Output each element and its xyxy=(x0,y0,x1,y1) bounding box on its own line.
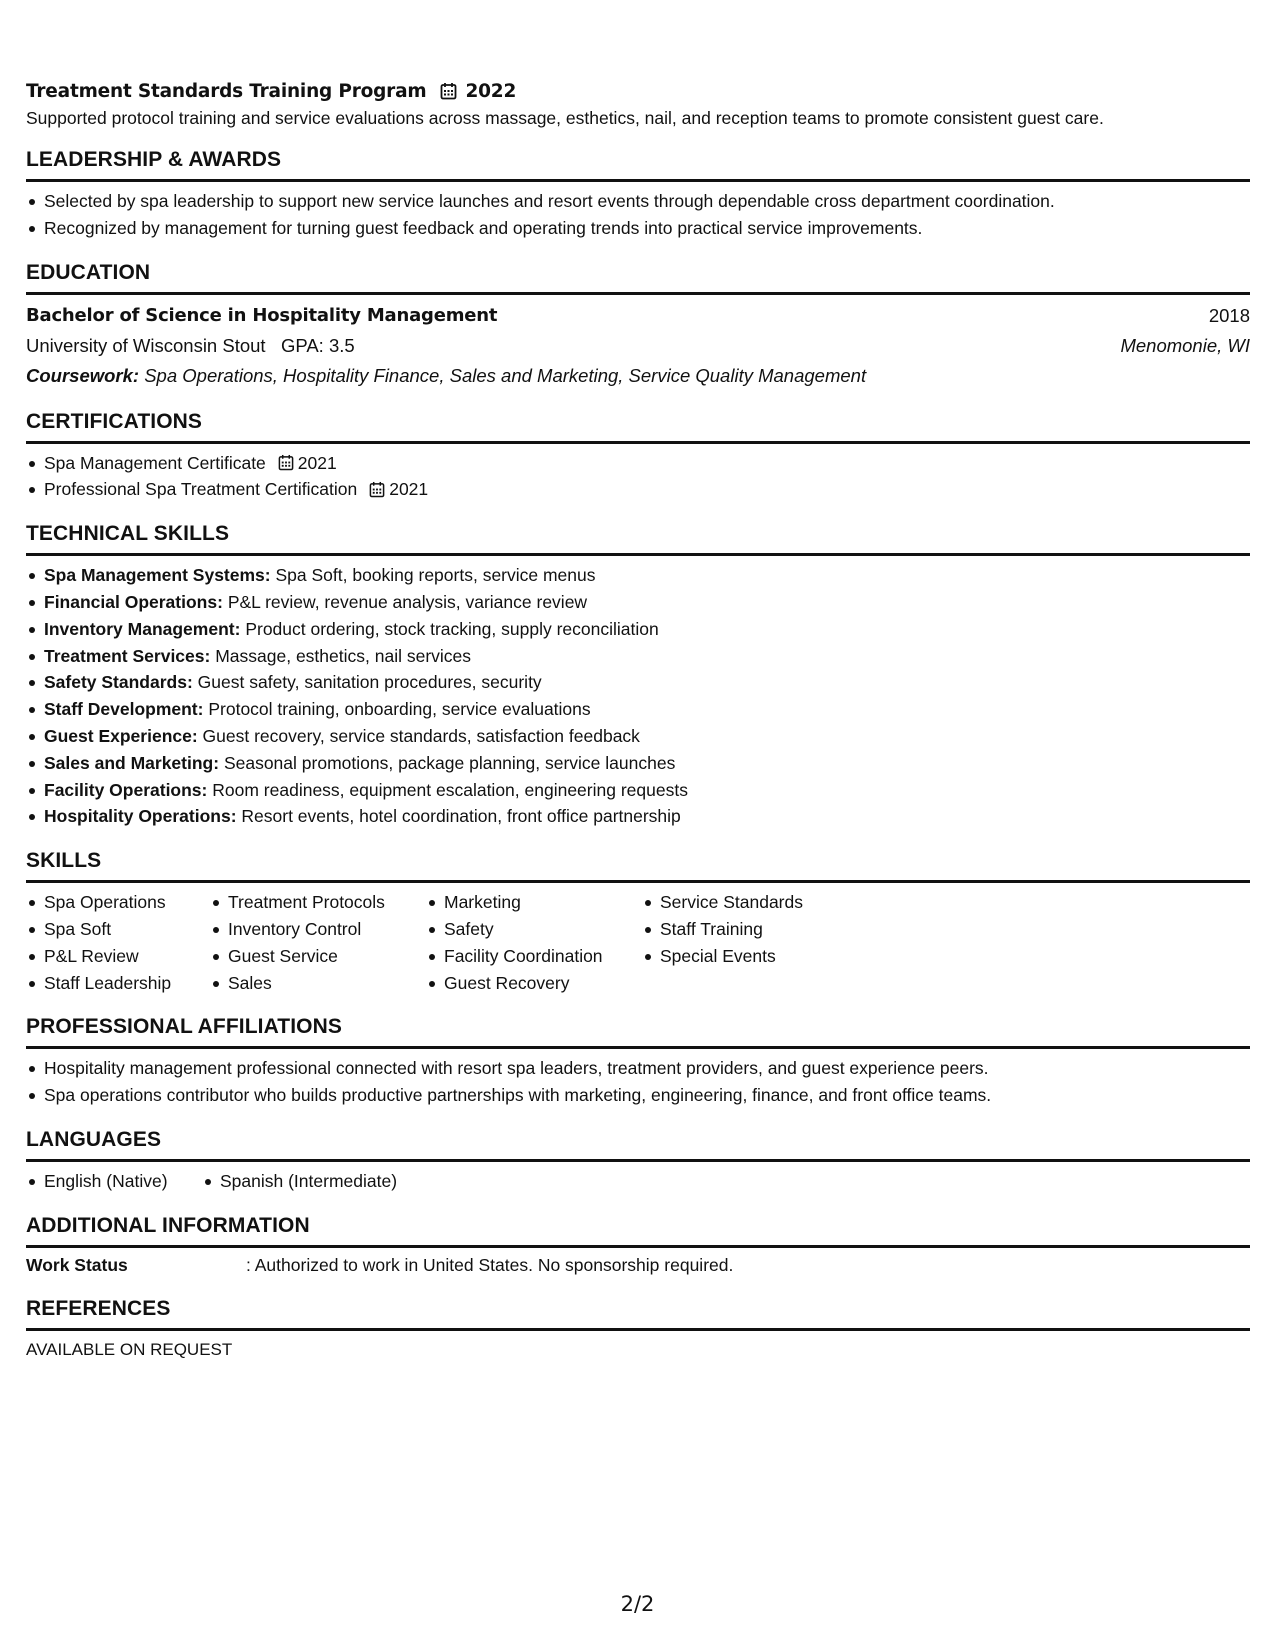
education-school: University of Wisconsin Stout xyxy=(26,334,266,356)
list-item: P&L Review xyxy=(44,943,210,970)
section-divider xyxy=(26,1159,1250,1162)
project-title: Treatment Standards Training Program xyxy=(26,80,427,102)
list-item: Marketing xyxy=(444,889,642,916)
list-item xyxy=(44,669,1250,696)
section-title-languages: LANGUAGES xyxy=(26,1127,162,1151)
skill-detail: Seasonal promotions, package planning, service launches xyxy=(223,752,676,773)
project-heading xyxy=(26,78,1250,104)
list-item xyxy=(44,696,1250,723)
section-title-affiliations: PROFESSIONAL AFFILIATIONS xyxy=(26,1015,342,1039)
skill-detail: P&L review, revenue analysis, variance review xyxy=(227,591,588,612)
certification-year: 2021 xyxy=(389,479,429,500)
work-status-value: : Authorized to work in United States. No sponsorship required. xyxy=(246,1254,734,1275)
skill-detail: Resort events, hotel coordination, front office partnership xyxy=(241,806,681,827)
skill-category: Hospitality Operations: xyxy=(44,806,237,827)
section-divider xyxy=(26,553,1250,556)
page-number: 2/2 xyxy=(620,1592,655,1616)
references-text: AVAILABLE ON REQUEST xyxy=(26,1339,233,1359)
list-item xyxy=(44,450,1250,477)
skill-detail: Room readiness, equipment escalation, engineering requests xyxy=(212,779,688,800)
certifications-list xyxy=(26,450,1250,504)
technical-skills-list xyxy=(26,562,1250,830)
education-degree: Bachelor of Science in Hospitality Management xyxy=(26,304,498,326)
languages-column xyxy=(202,1168,397,1195)
section-divider xyxy=(26,441,1250,444)
skill-detail: Massage, esthetics, nail services xyxy=(215,645,472,666)
list-item: English (Native) xyxy=(44,1168,202,1195)
list-item: Selected by spa leadership to support new service launches and resort events through dependable cross department coordination. xyxy=(44,188,1250,215)
resume-page xyxy=(26,78,1250,1363)
certification-year: 2021 xyxy=(297,452,337,473)
list-item xyxy=(44,803,1250,830)
calendar-icon xyxy=(278,454,294,471)
list-item xyxy=(44,476,1250,503)
list-item: Staff Training xyxy=(660,916,860,943)
languages-list xyxy=(26,1168,1250,1195)
education-coursework xyxy=(26,361,1250,391)
list-item: Spa Operations xyxy=(44,889,210,916)
skill-category: Facility Operations: xyxy=(44,779,208,800)
list-item: Hospitality management professional connected with resort spa leaders, treatment providers, and guest experience peers. xyxy=(44,1055,1250,1082)
list-item: Special Events xyxy=(660,943,860,970)
list-item xyxy=(44,589,1250,616)
list-item: Sales xyxy=(228,970,426,997)
list-item: Safety xyxy=(444,916,642,943)
list-item xyxy=(44,616,1250,643)
section-divider xyxy=(26,292,1250,295)
skill-category: Sales and Marketing: xyxy=(44,752,220,773)
skill-category: Guest Experience: xyxy=(44,725,198,746)
section-divider xyxy=(26,1328,1250,1331)
skill-detail: Spa Soft, booking reports, service menus xyxy=(275,565,596,586)
section-divider xyxy=(26,1046,1250,1049)
section-divider xyxy=(26,880,1250,883)
list-item: Guest Recovery xyxy=(444,970,642,997)
skill-detail: Guest safety, sanitation procedures, security xyxy=(197,672,542,693)
list-item xyxy=(44,643,1250,670)
leadership-list xyxy=(26,188,1250,242)
education-gpa: GPA: 3.5 xyxy=(280,334,355,356)
skills-grid xyxy=(26,889,1250,996)
skill-category: Spa Management Systems: xyxy=(44,565,271,586)
education-school-row xyxy=(26,331,1250,361)
list-item: Staff Leadership xyxy=(44,970,210,997)
list-item: Recognized by management for turning guest feedback and operating trends into practical service improvements. xyxy=(44,215,1250,242)
skill-category: Financial Operations: xyxy=(44,591,223,612)
skill-category: Treatment Services: xyxy=(44,645,211,666)
list-item: Facility Coordination xyxy=(444,943,642,970)
skill-detail: Guest recovery, service standards, satisfaction feedback xyxy=(202,725,640,746)
section-title-leadership: LEADERSHIP & AWARDS xyxy=(26,148,282,171)
list-item: Spa operations contributor who builds productive partnerships with marketing, engineering, finance, and front office teams. xyxy=(44,1082,1250,1109)
coursework-value: Spa Operations, Hospitality Finance, Sales and Marketing, Service Quality Management xyxy=(144,364,867,386)
calendar-icon xyxy=(369,481,385,498)
skills-column xyxy=(426,889,642,996)
list-item: Spa Soft xyxy=(44,916,210,943)
list-item xyxy=(44,777,1250,804)
certification-name: Professional Spa Treatment Certification xyxy=(44,479,358,500)
affiliations-list xyxy=(26,1055,1250,1109)
education-location: Menomonie, WI xyxy=(1120,334,1250,356)
list-item: Treatment Protocols xyxy=(228,889,426,916)
skills-column xyxy=(642,889,860,996)
work-status-label: Work Status xyxy=(26,1254,128,1275)
education-year: 2018 xyxy=(1208,304,1250,326)
skill-category: Safety Standards: xyxy=(44,672,193,693)
skills-column xyxy=(26,889,210,996)
education-school-group xyxy=(26,331,355,361)
work-status-row xyxy=(26,1252,1250,1278)
list-item xyxy=(44,723,1250,750)
section-divider xyxy=(26,1245,1250,1248)
list-item: Service Standards xyxy=(660,889,860,916)
section-title-certifications: CERTIFICATIONS xyxy=(26,409,203,433)
list-item: Spanish (Intermediate) xyxy=(220,1168,397,1195)
skill-detail: Protocol training, onboarding, service evaluations xyxy=(208,699,591,720)
list-item xyxy=(44,562,1250,589)
section-title-education: EDUCATION xyxy=(26,260,151,284)
education-degree-row xyxy=(26,301,1250,331)
skill-category: Staff Development: xyxy=(44,699,204,720)
languages-column xyxy=(26,1168,202,1195)
certification-name: Spa Management Certificate xyxy=(44,452,266,473)
skill-category: Inventory Management: xyxy=(44,618,241,639)
section-title-technical-skills: TECHNICAL SKILLS xyxy=(26,522,230,546)
skills-column xyxy=(210,889,426,996)
skill-detail: Product ordering, stock tracking, supply reconciliation xyxy=(245,618,659,639)
section-title-skills: SKILLS xyxy=(26,849,102,873)
section-title-additional-information: ADDITIONAL INFORMATION xyxy=(26,1213,310,1237)
list-item xyxy=(44,750,1250,777)
calendar-icon xyxy=(440,82,457,100)
list-item: Guest Service xyxy=(228,943,426,970)
section-title-references: REFERENCES xyxy=(26,1296,171,1320)
project-year: 2022 xyxy=(465,80,517,102)
list-item: Inventory Control xyxy=(228,916,426,943)
project-description: Supported protocol training and service evaluations across massage, esthetics, nail, and reception teams to promote consistent guest care. xyxy=(26,108,1104,128)
coursework-label: Coursework: xyxy=(26,364,140,386)
section-divider xyxy=(26,179,1250,182)
